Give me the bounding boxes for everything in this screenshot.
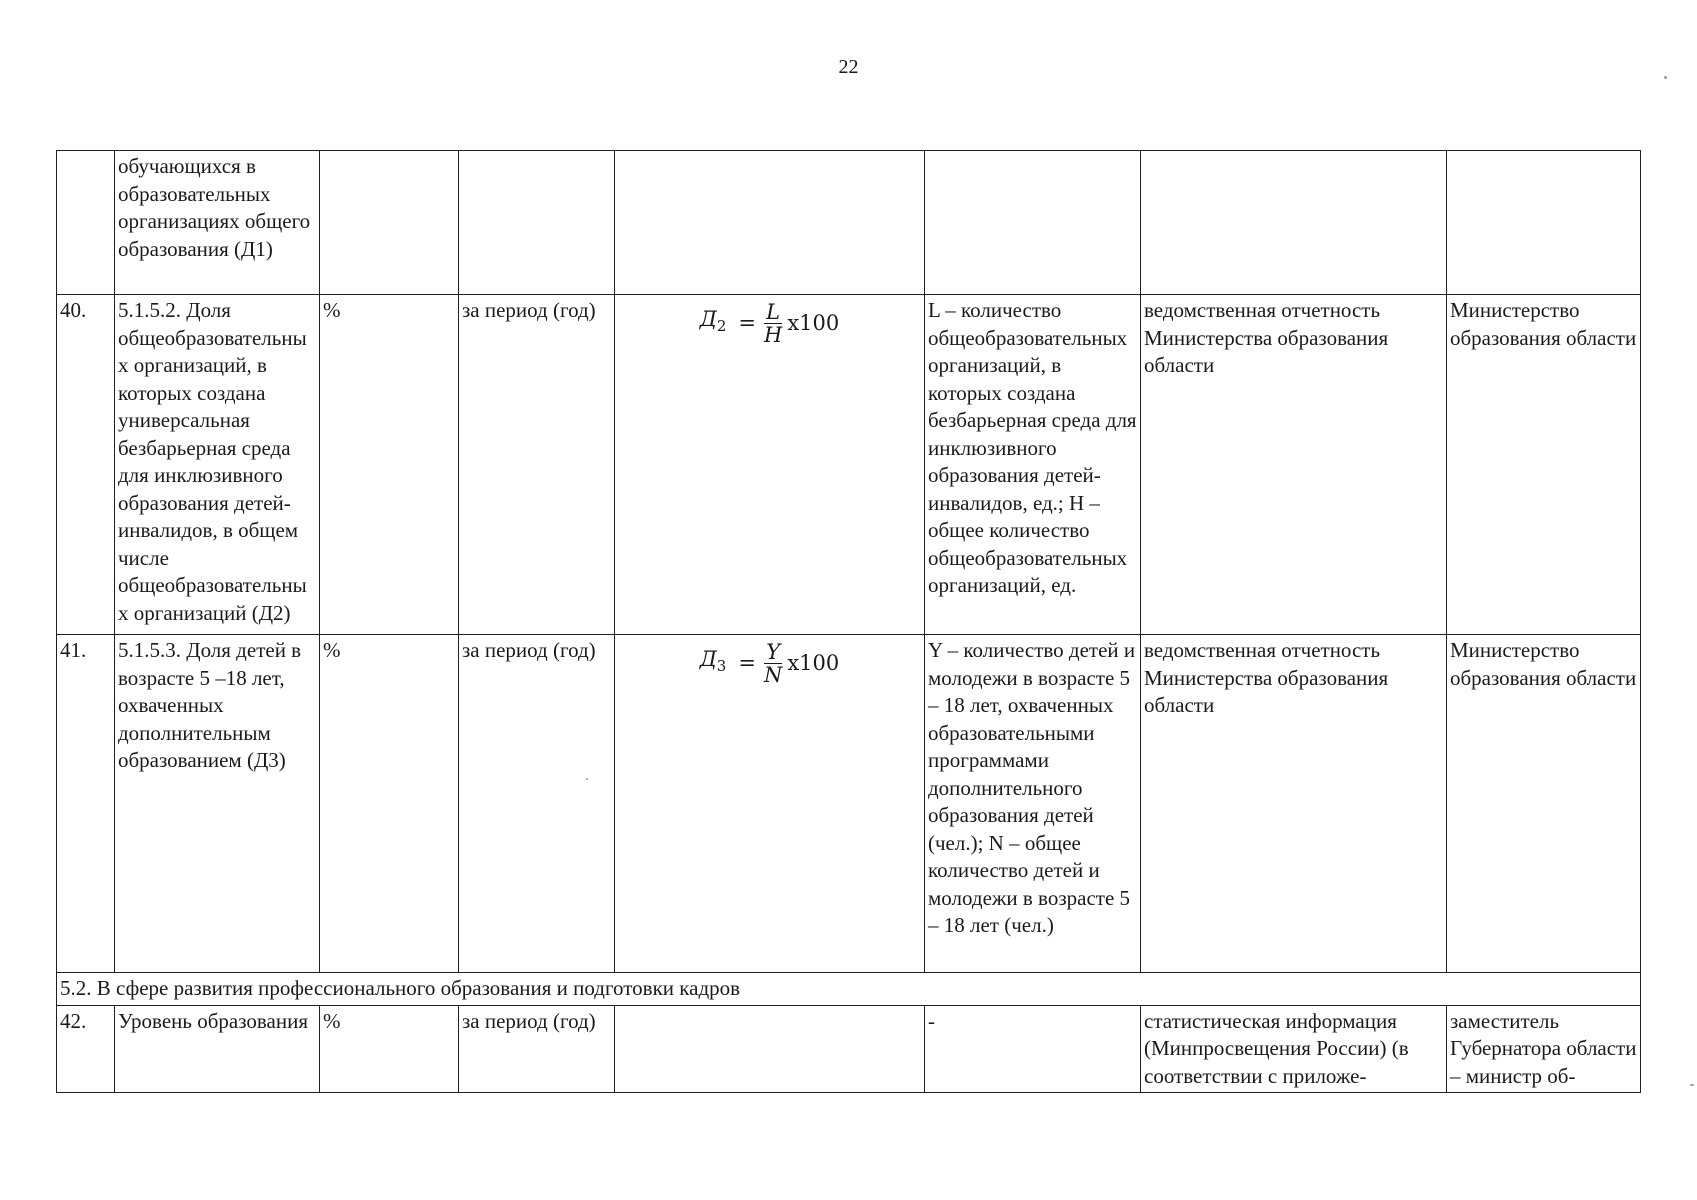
period-cell: за период (год) <box>459 295 615 635</box>
description-cell: L – количество общеобразовательных организаций, в которых создана безбарьерная среда для инклюзивного образования детей-инвалидов, ед.; H – общее количество общеобразовательных организаций, ед. <box>925 295 1141 635</box>
scan-speck <box>1690 1084 1694 1086</box>
responsible-cell: Министерство образования области <box>1447 295 1641 635</box>
formula-denominator: N <box>763 663 783 687</box>
row-number: 41. <box>57 635 115 973</box>
unit-cell: % <box>320 1005 459 1093</box>
source-cell <box>1141 151 1447 295</box>
responsible-cell: Министерство образования области <box>1447 635 1641 973</box>
table-row <box>57 1005 1641 1093</box>
unit-cell: % <box>320 635 459 973</box>
formula-d3: $Д_3$ = $\frac{Y}{N}$ x100 <box>699 640 840 687</box>
formula-denominator: H <box>763 323 783 347</box>
fraction <box>762 641 784 686</box>
indicator-name: 5.1.5.3. Доля детей в возрасте 5 –18 лет, охваченных дополнительным образованием (Д3) <box>115 635 320 973</box>
period-cell: за период (год) <box>459 635 615 973</box>
formula-d2: $Д_2$ = $\frac{L}{H}$ x100 <box>699 300 840 347</box>
scan-speck <box>586 778 588 780</box>
formula-numerator: Y <box>766 640 781 664</box>
page-number: 22 <box>838 56 859 78</box>
responsible-cell: заместитель Губернатора области – министр об- <box>1447 1005 1641 1093</box>
unit-cell <box>320 151 459 295</box>
period-cell <box>459 151 615 295</box>
formula-cell <box>615 295 925 635</box>
unit-cell: % <box>320 295 459 635</box>
responsible-cell <box>1447 151 1641 295</box>
formula-cell <box>615 151 925 295</box>
period-cell: за период (год) <box>459 1005 615 1093</box>
source-cell: ведомственная отчетность Министерства образования области <box>1141 295 1447 635</box>
formula-numerator: L <box>766 300 781 324</box>
indicator-name: 5.1.5.2. Доля общеобразовательных организаций, в которых создана универсальная безбарьерная среда для инклюзивного образования детей-инвалидов, в общем числе общеобразовательных организаций (Д2) <box>115 295 320 635</box>
indicators-table <box>56 150 1641 1093</box>
fraction <box>762 301 784 346</box>
source-cell: ведомственная отчетность Министерства образования области <box>1141 635 1447 973</box>
row-number: 42. <box>57 1005 115 1093</box>
table-row <box>57 635 1641 973</box>
section-title: 5.2. В сфере развития профессионального образования и подготовки кадров <box>57 973 1641 1006</box>
row-number <box>57 151 115 295</box>
scan-speck <box>1664 76 1667 79</box>
section-row <box>57 973 1641 1006</box>
description-cell: - <box>925 1005 1141 1093</box>
formula-cell <box>615 635 925 973</box>
source-cell: статистическая информация (Минпросвещения России) (в соответствии с приложе- <box>1141 1005 1447 1093</box>
description-cell <box>925 151 1141 295</box>
indicator-name: обучающихся в образовательных организациях общего образования (Д1) <box>115 151 320 295</box>
formula-cell <box>615 1005 925 1093</box>
row-number: 40. <box>57 295 115 635</box>
table-row <box>57 295 1641 635</box>
indicator-name: Уровень образования <box>115 1005 320 1093</box>
description-cell: Y – количество детей и молодежи в возрасте 5 – 18 лет, охваченных образовательными программами дополнительного образования детей (чел.); N – общее количество детей и молодежи в возрасте 5 – 18 лет (чел.) <box>925 635 1141 973</box>
table-row <box>57 151 1641 295</box>
